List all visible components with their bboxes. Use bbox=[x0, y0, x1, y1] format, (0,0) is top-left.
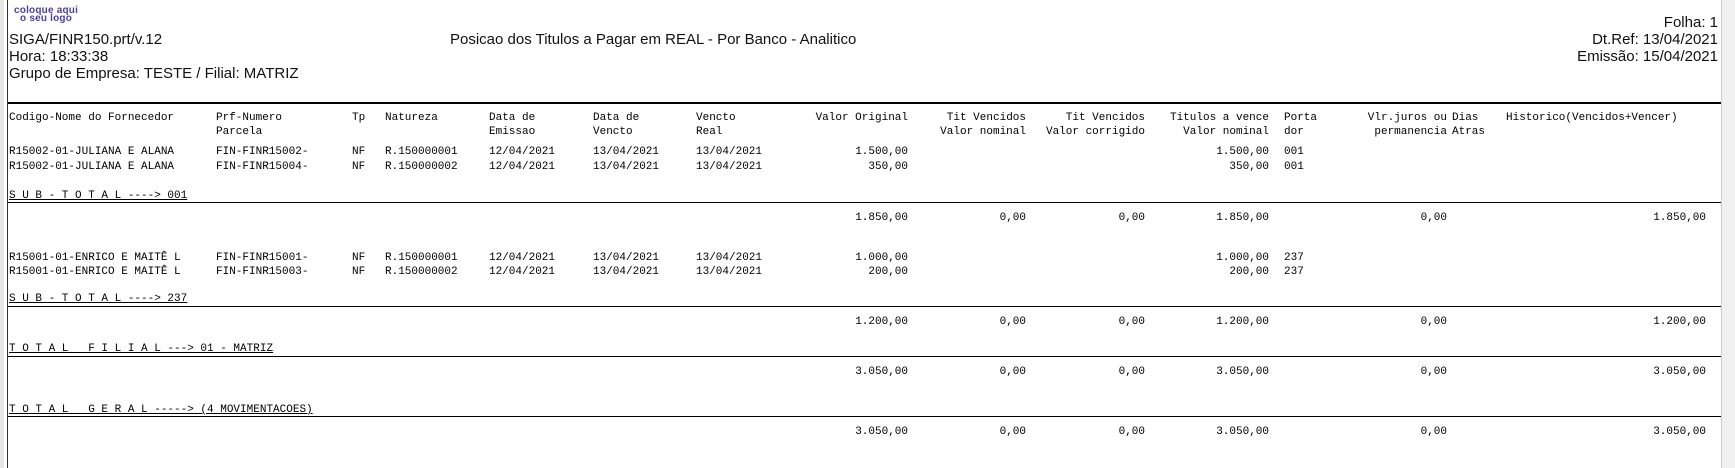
cell-orig: 200,00 bbox=[868, 266, 908, 278]
total-juros: 0,00 bbox=[1420, 426, 1447, 438]
col-natureza: Natureza bbox=[385, 112, 438, 124]
col-prf-numero: Prf-Numero bbox=[216, 112, 283, 124]
cell-nat: R.150000002 bbox=[385, 161, 458, 173]
cell-real: 13/04/2021 bbox=[696, 266, 763, 278]
cell-real: 13/04/2021 bbox=[696, 252, 763, 264]
col-valor-original: Valor Original bbox=[815, 112, 908, 124]
cell-venc: 13/04/2021 bbox=[593, 161, 660, 173]
logo-line-2: o seu logo bbox=[20, 13, 73, 24]
total-separator bbox=[8, 356, 1735, 357]
col-data-vencto-1: Data de bbox=[593, 112, 640, 124]
total-orig: 3.050,00 bbox=[855, 366, 908, 378]
report-title: Posicao dos Titulos a Pagar em REAL - Por Banco - Analitico bbox=[450, 31, 857, 48]
cell-real: 13/04/2021 bbox=[696, 146, 763, 158]
total-vc: 0,00 bbox=[1118, 366, 1145, 378]
col-fornecedor: Codigo-Nome do Fornecedor bbox=[9, 112, 175, 124]
cell-vencer: 200,00 bbox=[1229, 266, 1269, 278]
col-tit-vencidos-1: Tit Vencidos bbox=[946, 112, 1026, 124]
col-tit-vencidos-corr-1: Tit Vencidos bbox=[1065, 112, 1145, 124]
col-data-emissao-2: Emissao bbox=[489, 126, 536, 138]
logo-line-1: coloque aqui bbox=[14, 5, 79, 16]
col-titulos-vencer-2: Valor nominal bbox=[1183, 126, 1269, 138]
col-tit-vencidos-corr-2: Valor corrigido bbox=[1045, 126, 1145, 138]
total-juros: 0,00 bbox=[1420, 316, 1447, 328]
cell-forn: R15002-01-JULIANA E ALANA bbox=[9, 146, 175, 158]
col-juros-1: Vlr.juros ou bbox=[1367, 112, 1447, 124]
reference-date: Dt.Ref: 13/04/2021 bbox=[1592, 31, 1718, 48]
cell-tp: NF bbox=[352, 266, 366, 278]
report-page bbox=[4, 0, 1735, 468]
cell-orig: 1.000,00 bbox=[855, 252, 908, 264]
col-portador-2: dor bbox=[1284, 126, 1304, 138]
total-vn: 0,00 bbox=[999, 366, 1026, 378]
cell-forn: R15001-01-ENRICO E MAITÊ L bbox=[9, 252, 181, 264]
total-hist: 3.050,00 bbox=[1653, 426, 1706, 438]
total-hist: 1.200,00 bbox=[1653, 316, 1706, 328]
cell-port: 237 bbox=[1284, 266, 1304, 278]
issue-date: Emissão: 15/04/2021 bbox=[1577, 48, 1718, 65]
cell-nat: R.150000002 bbox=[385, 266, 458, 278]
total-label: S U B - T O T A L ----> 237 bbox=[9, 293, 188, 305]
col-vencto-real-1: Vencto bbox=[696, 112, 736, 124]
vertical-scrollbar[interactable] bbox=[1721, 0, 1735, 468]
cell-port: 001 bbox=[1284, 161, 1304, 173]
cell-emis: 12/04/2021 bbox=[489, 266, 556, 278]
cell-nat: R.150000001 bbox=[385, 252, 458, 264]
total-vn: 0,00 bbox=[999, 316, 1026, 328]
total-label: T O T A L F I L I A L ---> 01 - MATRIZ bbox=[9, 343, 274, 355]
page-number: Folha: 1 bbox=[1663, 14, 1718, 31]
col-dias-2: Atras bbox=[1452, 126, 1486, 138]
report-time: Hora: 18:33:38 bbox=[9, 48, 109, 65]
cell-emis: 12/04/2021 bbox=[489, 146, 556, 158]
cell-forn: R15001-01-ENRICO E MAITÊ L bbox=[9, 266, 181, 278]
cell-prf: FIN-FINR15001- bbox=[216, 252, 309, 264]
cell-prf: FIN-FINR15003- bbox=[216, 266, 309, 278]
total-vc: 0,00 bbox=[1118, 316, 1145, 328]
total-vencer: 3.050,00 bbox=[1216, 426, 1269, 438]
total-hist: 3.050,00 bbox=[1653, 366, 1706, 378]
cell-vencer: 350,00 bbox=[1229, 161, 1269, 173]
total-orig: 1.850,00 bbox=[855, 212, 908, 224]
cell-prf: FIN-FINR15002- bbox=[216, 146, 309, 158]
cell-prf: FIN-FINR15004- bbox=[216, 161, 309, 173]
total-juros: 0,00 bbox=[1420, 366, 1447, 378]
total-vc: 0,00 bbox=[1118, 426, 1145, 438]
total-label: T O T A L G E R A L -----> (4 MOVIMENTACOES) bbox=[9, 404, 313, 416]
total-vn: 0,00 bbox=[999, 426, 1026, 438]
total-separator bbox=[8, 416, 1735, 417]
total-separator bbox=[8, 306, 1735, 307]
col-tp: Tp bbox=[352, 112, 366, 124]
cell-tp: NF bbox=[352, 146, 366, 158]
total-orig: 1.200,00 bbox=[855, 316, 908, 328]
cell-real: 13/04/2021 bbox=[696, 161, 763, 173]
cell-tp: NF bbox=[352, 252, 366, 264]
total-orig: 3.050,00 bbox=[855, 426, 908, 438]
page-left-border bbox=[7, 0, 8, 468]
total-vc: 0,00 bbox=[1118, 212, 1145, 224]
col-data-emissao-1: Data de bbox=[489, 112, 536, 124]
cell-port: 237 bbox=[1284, 252, 1304, 264]
cell-orig: 350,00 bbox=[868, 161, 908, 173]
header-separator bbox=[8, 102, 1735, 104]
cell-venc: 13/04/2021 bbox=[593, 266, 660, 278]
program-id: SIGA/FINR150.prt/v.12 bbox=[9, 31, 163, 48]
cell-forn: R15002-01-JULIANA E ALANA bbox=[9, 161, 175, 173]
company-logo bbox=[14, 7, 78, 23]
cell-nat: R.150000001 bbox=[385, 146, 458, 158]
total-separator bbox=[8, 202, 1735, 203]
cell-tp: NF bbox=[352, 161, 366, 173]
col-tit-vencidos-2: Valor nominal bbox=[940, 126, 1026, 138]
company-group: Grupo de Empresa: TESTE / Filial: MATRIZ bbox=[9, 65, 299, 82]
total-vencer: 3.050,00 bbox=[1216, 366, 1269, 378]
col-dias-1: Dias bbox=[1452, 112, 1479, 124]
col-data-vencto-2: Vencto bbox=[593, 126, 633, 138]
cell-venc: 13/04/2021 bbox=[593, 146, 660, 158]
col-portador-1: Porta bbox=[1284, 112, 1318, 124]
total-label: S U B - T O T A L ----> 001 bbox=[9, 190, 188, 202]
cell-orig: 1.500,00 bbox=[855, 146, 908, 158]
cell-emis: 12/04/2021 bbox=[489, 252, 556, 264]
cell-vencer: 1.500,00 bbox=[1216, 146, 1269, 158]
total-vencer: 1.200,00 bbox=[1216, 316, 1269, 328]
col-parcela: Parcela bbox=[216, 126, 263, 138]
total-vencer: 1.850,00 bbox=[1216, 212, 1269, 224]
col-historico: Historico(Vencidos+Vencer) bbox=[1506, 112, 1678, 124]
col-juros-2: permanencia bbox=[1374, 126, 1447, 138]
col-vencto-real-2: Real bbox=[696, 126, 723, 138]
cell-venc: 13/04/2021 bbox=[593, 252, 660, 264]
cell-vencer: 1.000,00 bbox=[1216, 252, 1269, 264]
total-juros: 0,00 bbox=[1420, 212, 1447, 224]
total-vn: 0,00 bbox=[999, 212, 1026, 224]
col-titulos-vencer-1: Titulos a vence bbox=[1169, 112, 1269, 124]
cell-port: 001 bbox=[1284, 146, 1304, 158]
total-hist: 1.850,00 bbox=[1653, 212, 1706, 224]
cell-emis: 12/04/2021 bbox=[489, 161, 556, 173]
